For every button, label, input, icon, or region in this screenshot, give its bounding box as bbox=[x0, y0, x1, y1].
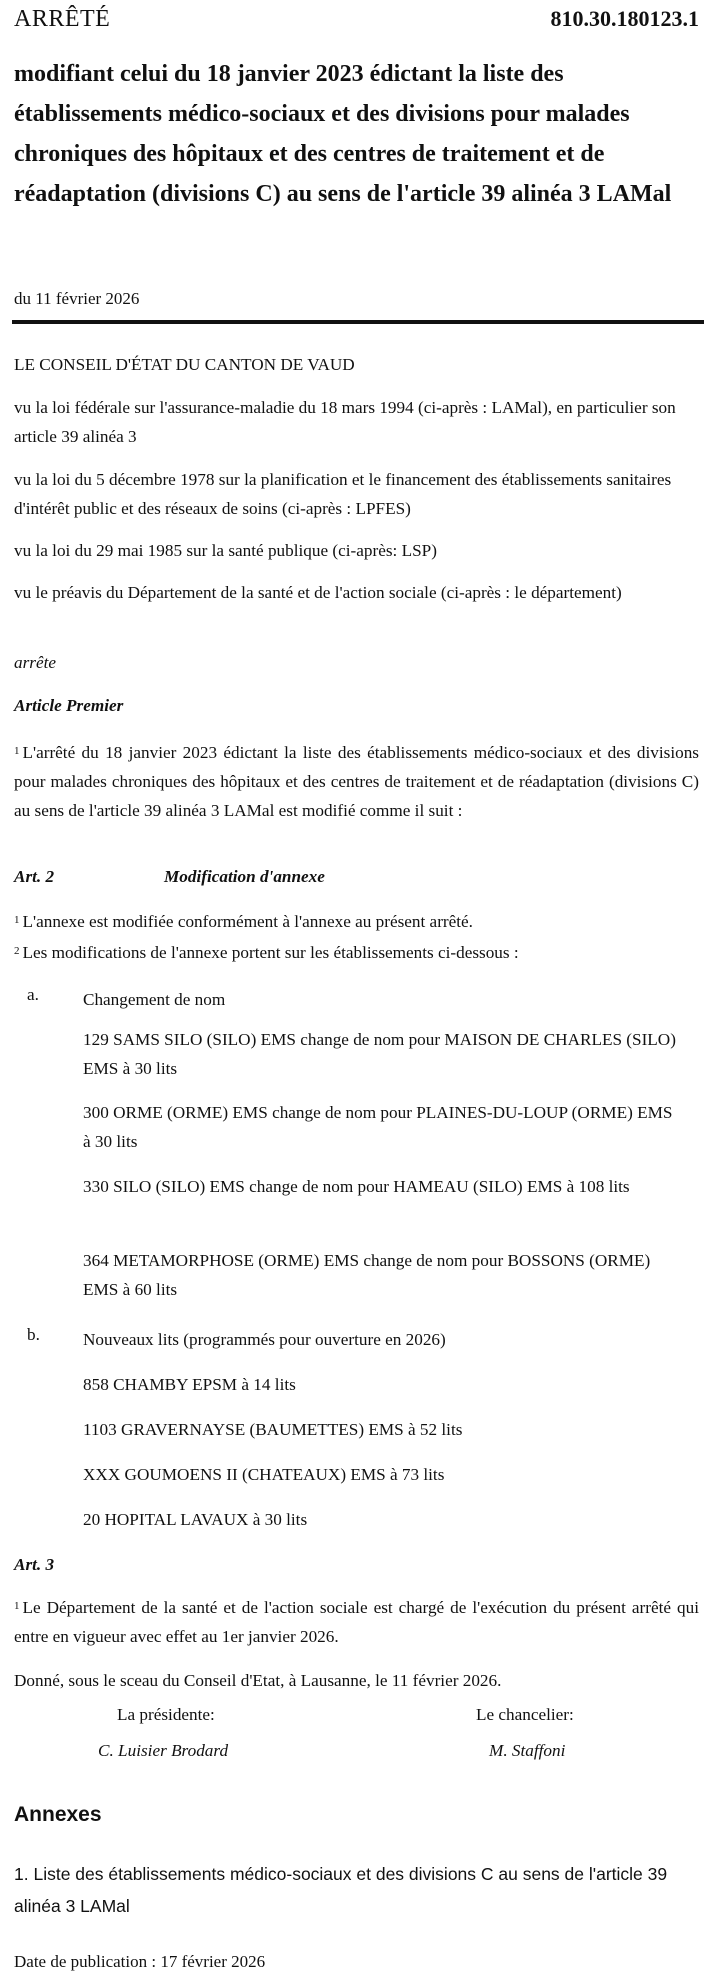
list-title-b: Nouveaux lits (programmés pour ouverture en 2026) bbox=[83, 1330, 446, 1349]
article-3-paragraph bbox=[14, 1593, 699, 1651]
article-3-label: Art. 3 bbox=[14, 1555, 55, 1574]
list-item: 20 HOPITAL LAVAUX à 30 lits bbox=[83, 1510, 308, 1529]
chancellor-title: Le chancelier: bbox=[476, 1705, 574, 1724]
article-3-text: Le Département de la santé et de l'action sociale est chargé de l'exécution du présent arrêté qui entre en vigueur avec effet au 1er janvier 2026. bbox=[14, 1598, 699, 1646]
list-letter-b: b. bbox=[27, 1325, 40, 1344]
article-1-heading: Article Premier bbox=[14, 696, 124, 715]
president-title: La présidente: bbox=[117, 1705, 215, 1724]
article-1-paragraph bbox=[14, 738, 699, 825]
considerant: vu le préavis du Département de la santé et de l'action sociale (ci-après : le département) bbox=[14, 583, 622, 602]
given-statement: Donné, sous le sceau du Conseil d'Etat, à Lausanne, le 11 février 2026. bbox=[14, 1671, 502, 1690]
document-type: ARRÊTÉ bbox=[14, 6, 111, 32]
list-title-a: Changement de nom bbox=[83, 990, 226, 1009]
president-name: C. Luisier Brodard bbox=[98, 1741, 229, 1760]
chancellor-name: M. Staffoni bbox=[489, 1741, 566, 1760]
considerant: vu la loi fédérale sur l'assurance-maladie du 18 mars 1994 (ci-après : LAMal), en particulier son article 39 alinéa 3 bbox=[14, 398, 676, 446]
annexes-heading: Annexes bbox=[14, 1803, 102, 1826]
paragraph-number: 2 bbox=[14, 945, 20, 957]
list-item: 1103 GRAVERNAYSE (BAUMETTES) EMS à 52 lits bbox=[83, 1420, 463, 1439]
article-2-text-1: L'annexe est modifiée conformément à l'annexe au présent arrêté. bbox=[22, 912, 473, 931]
paragraph-number: 1 bbox=[14, 914, 20, 926]
annex-item: 1. Liste des établissements médico-sociaux et des divisions C au sens de l'article 39 alinéa 3 LAMal bbox=[14, 1864, 668, 1916]
list-item: 129 SAMS SILO (SILO) EMS change de nom pour MAISON DE CHARLES (SILO) EMS à 30 lits bbox=[83, 1030, 676, 1078]
list-item: 330 SILO (SILO) EMS change de nom pour HAMEAU (SILO) EMS à 108 lits bbox=[83, 1177, 630, 1196]
considerant: vu la loi du 29 mai 1985 sur la santé publique (ci-après: LSP) bbox=[14, 541, 437, 560]
publication-date: Date de publication : 17 février 2026 bbox=[14, 1952, 266, 1971]
document-number: 810.30.180123.1 bbox=[550, 6, 699, 31]
document-date: du 11 février 2026 bbox=[14, 289, 140, 308]
article-2-paragraph-1 bbox=[14, 907, 699, 936]
article-2-paragraph-2 bbox=[14, 938, 699, 967]
article-1-text: L'arrêté du 18 janvier 2023 édictant la liste des établissements médico-sociaux et des divisions pour malades chroniques des hôpitaux et des centres de traitement et de réadaptation (divisions C) au sens de l'article 39 alinéa 3 LAMal est modifié comme il suit : bbox=[14, 743, 699, 820]
list-item: 300 ORME (ORME) EMS change de nom pour PLAINES-DU-LOUP (ORME) EMS à 30 lits bbox=[83, 1103, 673, 1151]
issuing-authority: LE CONSEIL D'ÉTAT DU CANTON DE VAUD bbox=[14, 355, 355, 374]
list-item: 364 METAMORPHOSE (ORME) EMS change de nom pour BOSSONS (ORME) EMS à 60 lits bbox=[83, 1251, 651, 1299]
paragraph-number: 1 bbox=[14, 745, 20, 757]
article-2-label: Art. 2 bbox=[14, 867, 55, 886]
paragraph-number: 1 bbox=[14, 1600, 20, 1612]
article-2-heading: Modification d'annexe bbox=[164, 867, 325, 886]
list-letter-a: a. bbox=[27, 985, 39, 1004]
header-rule bbox=[12, 320, 704, 324]
arrete-keyword: arrête bbox=[14, 653, 57, 672]
list-item: 858 CHAMBY EPSM à 14 lits bbox=[83, 1375, 296, 1394]
considerant: vu la loi du 5 décembre 1978 sur la planification et le financement des établissements sanitaires d'intérêt public et des réseaux de soins (ci-après : LPFES) bbox=[14, 470, 672, 518]
article-2-text-2: Les modifications de l'annexe portent sur les établissements ci-dessous : bbox=[22, 943, 519, 962]
list-item: XXX GOUMOENS II (CHATEAUX) EMS à 73 lits bbox=[83, 1465, 445, 1484]
document-title: modifiant celui du 18 janvier 2023 édictant la liste des établissements médico-sociaux et des divisions pour malades chroniques des hôpitaux et des centres de traitement et de réadaptation (divisions C) au sens de l'article 39 alinéa 3 LAMal bbox=[14, 61, 672, 207]
